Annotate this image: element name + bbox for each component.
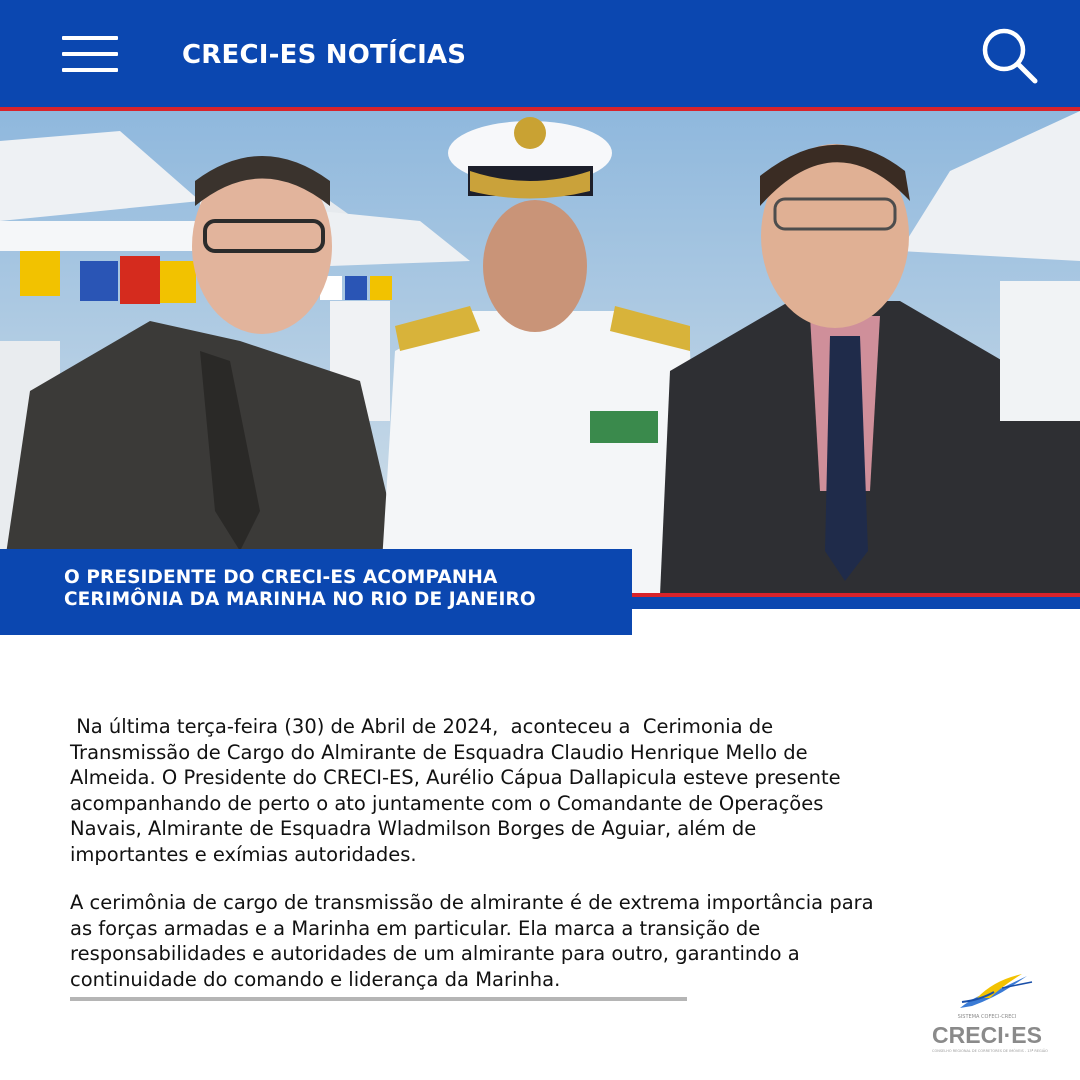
paragraph-line: acompanhando de perto o ato juntamente com o Comandante de Operações <box>70 791 824 815</box>
paragraph-line: responsabilidades e autoridades de um almirante para outro, garantindo a <box>70 942 800 965</box>
hamburger-menu-icon[interactable] <box>62 34 118 74</box>
logo-name: CRECI·ES <box>932 1022 1042 1048</box>
accent-blue-band <box>632 597 1080 609</box>
hero-photo <box>0 111 1080 595</box>
paragraph-line: continuidade do comando e liderança da Marinha. <box>70 967 561 991</box>
article-paragraph-2 <box>70 890 1030 992</box>
paragraph-line: as forças armadas e a Marinha em particular. Ela marca a transição de <box>70 916 761 940</box>
app-title: CRECI-ES NOTÍCIAS <box>182 40 467 70</box>
headline-line: CERIMÔNIA DA MARINHA NO RIO DE JANEIRO <box>64 589 536 610</box>
logo-small-text: SISTEMA COFECI-CRECI <box>957 1014 1017 1020</box>
menu-bar <box>62 52 118 56</box>
paragraph-line: A cerimônia de cargo de transmissão de almirante é de extrema importância para <box>70 891 874 914</box>
paragraph-line: Navais, Almirante de Esquadra Wladmilson Borges de Aguiar, além de <box>70 817 757 840</box>
paragraph-line: Transmissão de Cargo do Almirante de Esquadra Claudio Henrique Mello de <box>70 740 808 764</box>
search-icon[interactable] <box>980 26 1040 86</box>
paragraph-line: Almeida. O Presidente do CRECI-ES, Aurélio Cápua Dallapicula esteve presente <box>70 766 841 789</box>
logo-subtext: CONSELHO REGIONAL DE CORRETORES DE IMÓVEIS - 13ª REGIÃO <box>932 1049 1048 1053</box>
article-headline <box>64 567 624 611</box>
creci-es-logo <box>932 972 1048 1056</box>
headline-line: O PRESIDENTE DO CRECI-ES ACOMPANHA <box>64 567 498 588</box>
article-divider <box>70 997 687 1001</box>
article-body <box>70 714 1030 992</box>
paragraph-line: Na última terça-feira (30) de Abril de 2024, aconteceu a Cerimonia de <box>70 715 774 738</box>
menu-bar <box>62 36 118 40</box>
article-paragraph-1 <box>70 714 1030 867</box>
app-header <box>0 0 1080 108</box>
paragraph-line: importantes e exímias autoridades. <box>70 842 417 866</box>
menu-bar <box>62 68 118 72</box>
hummingbird-logo-icon <box>932 972 1042 1014</box>
